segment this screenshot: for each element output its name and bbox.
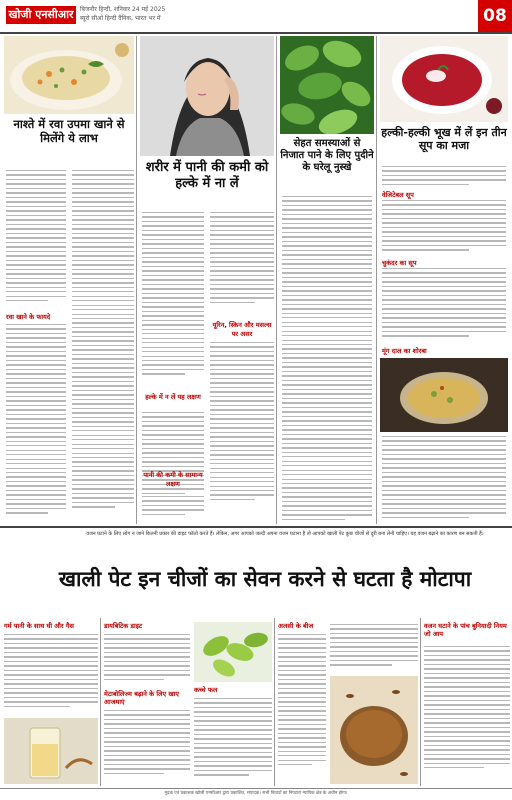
flaxseed-photo	[330, 676, 418, 784]
column-divider	[276, 36, 277, 524]
water-body-text-3	[142, 496, 204, 522]
soup-intro-text	[382, 166, 506, 188]
legumes-box	[194, 686, 272, 694]
banner-intro: वजन घटाने के लिए लोग न जाने कितनी प्रकार की डाइट फॉलो करते हैं। लेकिन, अगर आपको जल्दी अपना वजन घटाना है तो आपको खाली पेट कुछ चीजों से दूरी बना लेनी चाहिए। यह वजन बढ़ाने का कारण बन सकती हैं।	[86, 531, 484, 537]
column-divider	[100, 618, 101, 786]
page-footer: मुद्रक एवं प्रकाशक खोजी एनसीआर द्वारा प्रकाशित, संपादक। सभी विवादों का निपटारा न्यायिक क्षेत्र के अधीन होगा।	[0, 788, 512, 800]
metabolism-box	[104, 690, 190, 706]
water-body-text	[142, 212, 204, 390]
weight-tips-text	[424, 646, 510, 784]
masthead-date: बिजनौर हिन्दी, शनिवार 24 मई 2025	[80, 6, 166, 13]
soup-subhead-2: चुकंदर का सूप	[382, 259, 417, 267]
weight-tips-title: वजन घटाने के पांच बुनियादी नियम जो आप	[424, 622, 507, 638]
water-subhead-1: हल्के में न लें यह लक्षण	[145, 393, 201, 401]
metabolism-text	[104, 710, 190, 784]
soup-body-text-2	[382, 268, 506, 344]
soup-subhead-1: वेजिटेबल सूप	[382, 191, 414, 199]
weight-tips-box	[424, 622, 510, 638]
soup-headline: हल्की-हल्की भूख में लें इन तीन सूप का मजा	[381, 126, 507, 153]
upma-photo	[4, 36, 134, 114]
column-divider	[376, 36, 377, 524]
legumes-text	[194, 698, 272, 784]
water-headline: शरीर में पानी की कमी को हल्के में ना लें	[145, 160, 269, 191]
water-body-text-5	[210, 342, 274, 522]
mint-headline: सेहत समस्याओं से निजात पाने के लिए पुदीने के घरेलू नुस्खे	[280, 138, 374, 173]
upma-body-text-2	[6, 324, 66, 522]
upma-headline: नाश्ते में रवा उपमा खाने से मिलेंगे ये लाभ	[13, 117, 125, 145]
water-subhead-3: पानी की कमी के सामान्य लक्षण	[143, 471, 203, 488]
warm-water-box	[4, 622, 98, 630]
masthead-edition: ब्यूरो सीओ हिन्दी दैनिक, भारत भर में	[80, 15, 161, 22]
upma-body-text	[6, 170, 66, 310]
masthead	[0, 0, 512, 34]
flaxseed-text	[278, 634, 326, 784]
mint-body-text	[282, 196, 372, 522]
flaxseed-title: अलसी के बीज	[278, 622, 314, 630]
diet-food-box	[104, 622, 190, 630]
water-body-text-4	[210, 212, 274, 318]
soup-body-text-3	[382, 436, 506, 522]
moong-dal-soup-photo	[380, 358, 508, 432]
water-body-text-2	[142, 412, 204, 508]
column-divider	[420, 618, 421, 786]
upma-subhead: रवा खाने के फायदे	[6, 313, 51, 321]
newspaper-brand: खोजी एनसीआर	[6, 6, 76, 24]
masthead-info	[80, 5, 330, 23]
dal-photo	[194, 622, 272, 682]
page-number: 08	[478, 0, 512, 32]
column-divider	[136, 36, 137, 524]
warm-water-text	[4, 634, 98, 716]
warm-water-photo	[4, 718, 98, 784]
beetroot-soup-photo	[380, 36, 508, 122]
diet-food-title: डायबिटिक डाइट	[104, 622, 143, 630]
flaxseed-text-2	[330, 624, 418, 672]
soup-body-text-1	[382, 200, 506, 256]
diet-food-text	[104, 634, 190, 688]
column-divider	[274, 618, 275, 786]
soup-subhead-3: मूंग दाल का शोरबा	[382, 347, 427, 355]
headache-woman-photo	[140, 36, 274, 156]
metabolism-title: मेटाबोलिज्म बढ़ाने के लिए खाए आजमाएं	[104, 690, 179, 706]
legumes-title: कच्चे फल	[194, 686, 218, 694]
mint-leaves-photo	[280, 36, 374, 134]
banner-headline: खाली पेट इन चीजों का सेवन करने से घटता है मोटापा	[58, 567, 472, 591]
water-subhead-2: यूरिन, स्किन और मसल्स पर असर	[212, 321, 272, 338]
upma-body-text-3	[72, 170, 134, 522]
warm-water-title: गर्म पानी के साथ घी और गैस	[4, 622, 74, 630]
